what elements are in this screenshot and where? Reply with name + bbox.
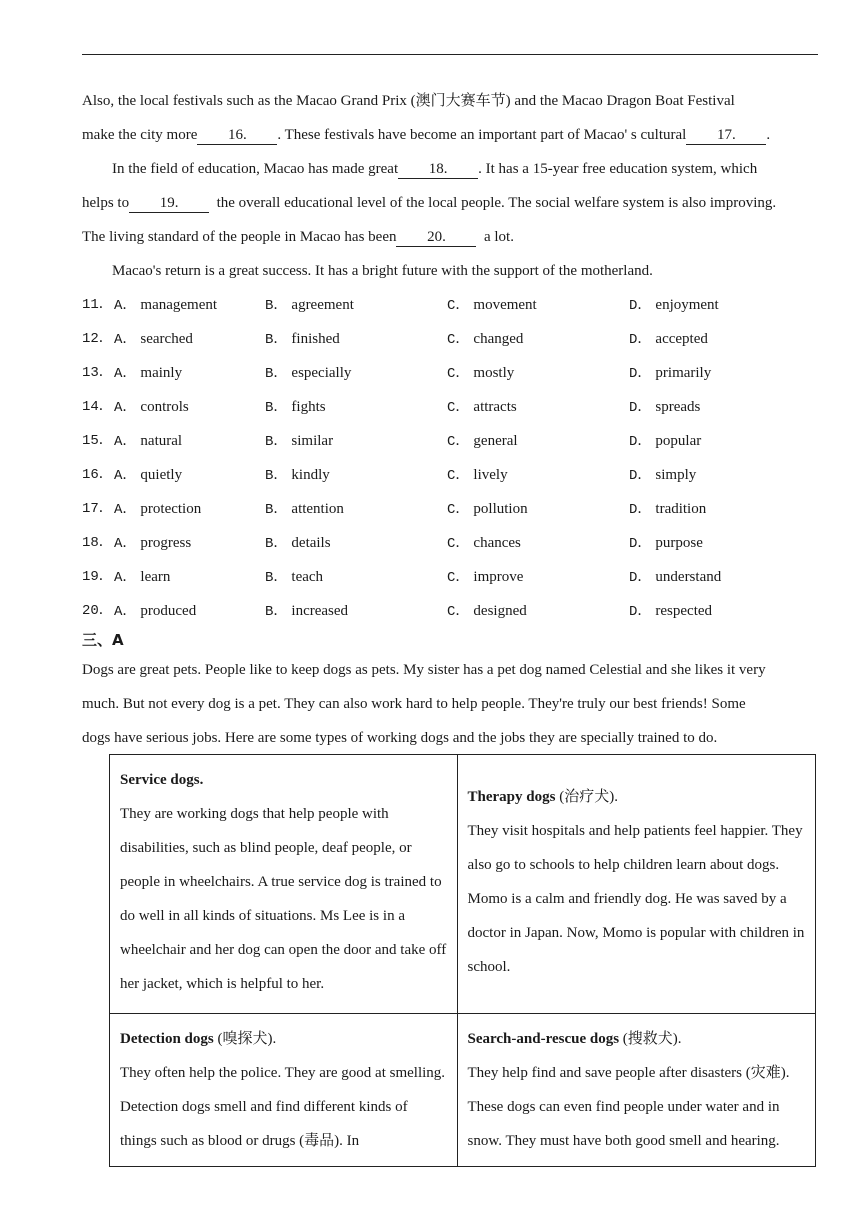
choice-letter: D．	[629, 366, 652, 382]
choice-d	[629, 363, 711, 384]
choice-letter: D．	[629, 604, 652, 620]
option-row	[82, 295, 818, 315]
choice-text: lively	[473, 467, 508, 483]
choice-letter: A．	[114, 468, 137, 484]
choice-letter: A．	[114, 332, 137, 348]
passage-text: make the city more	[82, 127, 198, 143]
choice-letter: C．	[447, 332, 470, 348]
choice-text: learn	[140, 569, 171, 585]
choice-letter: D．	[629, 570, 652, 586]
choice-b	[265, 397, 326, 418]
choice-letter: B．	[265, 434, 288, 450]
choice-b	[265, 295, 354, 316]
choice-letter: C．	[447, 536, 470, 552]
choice-c	[447, 397, 517, 418]
option-row	[82, 465, 818, 485]
choice-a	[114, 533, 191, 554]
choice-letter: C．	[447, 468, 470, 484]
detection-dogs-title: Detection dogs	[120, 1031, 214, 1047]
option-row	[82, 567, 818, 587]
choice-text: produced	[140, 603, 197, 619]
choice-letter: B．	[265, 468, 288, 484]
choice-text: increased	[291, 603, 349, 619]
choice-a	[114, 363, 182, 384]
choice-text: protection	[140, 501, 202, 517]
choice-a	[114, 329, 193, 350]
choice-d	[629, 465, 696, 486]
choice-letter: B．	[265, 366, 288, 382]
passage-line	[82, 227, 514, 247]
choice-letter: C．	[447, 604, 470, 620]
dog-types-table	[109, 754, 816, 1167]
detection-dogs-cell	[110, 1014, 458, 1167]
rescue-dogs-title-suffix: (搜救犬).	[619, 1031, 682, 1047]
choice-a	[114, 431, 182, 452]
choice-c	[447, 465, 508, 486]
choice-c	[447, 533, 521, 554]
choice-letter: B．	[265, 604, 288, 620]
choice-letter: D．	[629, 400, 652, 416]
option-row	[82, 499, 818, 519]
detection-dogs-text: They often help the police. They are good at smelling. Detection dogs smell and find different kinds of things such as blood or drugs (毒品). In	[120, 1065, 446, 1149]
choice-text: details	[291, 535, 331, 551]
choice-letter: D．	[629, 298, 652, 314]
choice-text: attracts	[473, 399, 517, 415]
choice-c	[447, 329, 523, 350]
choice-letter: C．	[447, 434, 470, 450]
choice-text: understand	[655, 569, 722, 585]
choice-b	[265, 567, 323, 588]
blank-17: 17.	[686, 126, 766, 145]
choice-text: purpose	[655, 535, 703, 551]
choice-b	[265, 329, 340, 350]
choice-b	[265, 533, 331, 554]
choice-text: teach	[291, 569, 324, 585]
choice-text: quietly	[140, 467, 183, 483]
service-dogs-text: They are working dogs that help people with disabilities, such as blind people, deaf people, or people in wheelchairs. A true service dog is trained to do well in all kinds of situations. Ms Lee is in a wheelchair and her dog can open the door and take off her jacket, which is helpful to her.	[120, 806, 447, 992]
choice-text: controls	[140, 399, 189, 415]
detection-dogs-title-suffix: (嗅探犬).	[213, 1031, 277, 1047]
choice-d	[629, 601, 712, 622]
intro-text: dogs have serious jobs. Here are some types of working dogs and the jobs they are specially trained to do.	[82, 730, 718, 746]
therapy-dogs-title: Therapy dogs	[467, 789, 556, 805]
choice-letter: A．	[114, 400, 137, 416]
question-number: 18．	[82, 535, 113, 551]
passage-text: In the field of education, Macao has made great	[112, 161, 399, 177]
blank-16: 16.	[197, 126, 277, 145]
intro-line	[82, 660, 766, 680]
intro-line	[82, 694, 746, 714]
choice-letter: A．	[114, 604, 137, 620]
question-number: 11．	[82, 297, 113, 313]
choice-text: searched	[140, 331, 193, 347]
option-row	[82, 533, 818, 553]
choice-text: changed	[473, 331, 524, 347]
passage-line	[82, 91, 735, 111]
passage-text: Also, the local festivals such as the Macao Grand Prix (澳门大赛车节) and the Macao Dragon Boat Festival	[82, 93, 735, 109]
question-number: 17．	[82, 501, 113, 517]
choice-text: tradition	[655, 501, 707, 517]
passage-text: . It has a 15-year free education system, which	[478, 161, 758, 177]
choice-text: management	[140, 297, 218, 313]
rescue-dogs-cell	[457, 1014, 815, 1167]
choice-text: primarily	[655, 365, 712, 381]
question-number: 20．	[82, 603, 113, 619]
choice-b	[265, 499, 344, 520]
choice-text: enjoyment	[655, 297, 719, 313]
choice-c	[447, 363, 514, 384]
question-number: 13．	[82, 365, 113, 381]
choice-b	[265, 465, 330, 486]
header-rule	[82, 54, 818, 55]
choice-letter: B．	[265, 332, 288, 348]
choice-text: mainly	[140, 365, 183, 381]
choice-d	[629, 295, 719, 316]
choice-letter: A．	[114, 298, 137, 314]
choice-letter: D．	[629, 332, 652, 348]
service-dogs-title: Service dogs.	[120, 772, 204, 788]
choice-a	[114, 601, 196, 622]
question-number: 14．	[82, 399, 113, 415]
choice-d	[629, 329, 708, 350]
choice-text: progress	[140, 535, 192, 551]
choice-b	[265, 601, 348, 622]
question-number: 15．	[82, 433, 113, 449]
choice-c	[447, 295, 537, 316]
choice-letter: C．	[447, 298, 470, 314]
choice-letter: D．	[629, 434, 652, 450]
passage-text: a lot.	[483, 229, 514, 245]
choice-letter: C．	[447, 400, 470, 416]
choice-text: attention	[291, 501, 344, 517]
passage-text: helps to	[82, 195, 130, 211]
therapy-dogs-cell	[457, 755, 815, 1014]
choice-c	[447, 567, 523, 588]
choice-letter: A．	[114, 434, 137, 450]
choice-letter: A．	[114, 366, 137, 382]
question-number: 12．	[82, 331, 113, 347]
choice-letter: B．	[265, 502, 288, 518]
intro-text: Dogs are great pets. People like to keep dogs as pets. My sister has a pet dog named Celestial and she likes it very	[82, 662, 766, 678]
choice-letter: B．	[265, 570, 288, 586]
choice-text: fights	[291, 399, 326, 415]
therapy-dogs-text: They visit hospitals and help patients feel happier. They also go to schools to help children learn about dogs. Momo is a calm and friendly dog. He was saved by a doctor in Japan. Now, Momo is popular with children in school.	[467, 823, 805, 975]
choice-text: movement	[473, 297, 537, 313]
choice-b	[265, 431, 333, 452]
choice-a	[114, 567, 170, 588]
choice-d	[629, 397, 700, 418]
choice-text: chances	[473, 535, 521, 551]
choice-letter: C．	[447, 570, 470, 586]
choice-letter: B．	[265, 536, 288, 552]
choice-letter: A．	[114, 570, 137, 586]
passage-line	[112, 159, 757, 179]
choice-text: popular	[655, 433, 702, 449]
passage-text: The living standard of the people in Macao has been	[82, 229, 397, 245]
intro-line	[82, 728, 717, 748]
choice-d	[629, 499, 706, 520]
passage-line	[112, 261, 653, 281]
question-number: 16．	[82, 467, 113, 483]
choice-a	[114, 499, 201, 520]
rescue-dogs-title: Search-and-rescue dogs	[467, 1031, 620, 1047]
choice-text: designed	[473, 603, 527, 619]
choice-text: finished	[291, 331, 340, 347]
choice-text: mostly	[473, 365, 515, 381]
option-row	[82, 397, 818, 417]
therapy-dogs-heading	[468, 780, 805, 814]
detection-dogs-heading	[120, 1022, 447, 1056]
choice-c	[447, 431, 518, 452]
therapy-dogs-title-suffix: (治疗犬).	[555, 789, 618, 805]
choice-d	[629, 533, 703, 554]
choice-text: improve	[473, 569, 524, 585]
choice-text: pollution	[473, 501, 528, 517]
passage-line	[82, 193, 776, 213]
section-title: 三、A	[82, 631, 124, 649]
rescue-dogs-heading	[468, 1022, 805, 1056]
blank-20: 20.	[396, 228, 476, 247]
choice-text: accepted	[655, 331, 708, 347]
rescue-dogs-text: They help find and save people after disasters (灾难). These dogs can even find people under water and in snow. They must have both good smell and hearing.	[467, 1065, 790, 1149]
choice-text: especially	[291, 365, 352, 381]
passage-text: Macao's return is a great success. It has a bright future with the support of the motherland.	[112, 263, 653, 279]
option-row	[82, 329, 818, 349]
choice-text: agreement	[291, 297, 354, 313]
choice-letter: C．	[447, 502, 470, 518]
passage-text: .	[766, 127, 771, 143]
option-row	[82, 363, 818, 383]
choice-text: general	[473, 433, 518, 449]
choice-b	[265, 363, 351, 384]
passage-text: the overall educational level of the local people. The social welfare system is also improving.	[216, 195, 777, 211]
choice-text: simply	[655, 467, 697, 483]
blank-19: 19.	[129, 194, 209, 213]
choice-letter: D．	[629, 468, 652, 484]
choice-a	[114, 465, 182, 486]
question-number: 19．	[82, 569, 113, 585]
choice-letter: D．	[629, 502, 652, 518]
choice-a	[114, 397, 189, 418]
choice-text: natural	[140, 433, 183, 449]
choice-letter: B．	[265, 298, 288, 314]
passage-line	[82, 125, 770, 145]
option-row	[82, 431, 818, 451]
choice-a	[114, 295, 217, 316]
choice-text: kindly	[291, 467, 330, 483]
choice-c	[447, 499, 528, 520]
choice-letter: C．	[447, 366, 470, 382]
choice-letter: A．	[114, 502, 137, 518]
choice-text: respected	[655, 603, 713, 619]
choice-letter: D．	[629, 536, 652, 552]
service-dogs-cell	[110, 755, 458, 1014]
choice-text: spreads	[655, 399, 701, 415]
choice-d	[629, 567, 721, 588]
blank-18: 18.	[398, 160, 478, 179]
passage-text: . These festivals have become an important part of Macao' s cultural	[277, 127, 687, 143]
intro-text: much. But not every dog is a pet. They can also work hard to help people. They're truly our best friends! Some	[82, 696, 746, 712]
choice-letter: B．	[265, 400, 288, 416]
choice-c	[447, 601, 527, 622]
option-row	[82, 601, 818, 621]
choice-d	[629, 431, 701, 452]
choice-text: similar	[291, 433, 334, 449]
choice-letter: A．	[114, 536, 137, 552]
